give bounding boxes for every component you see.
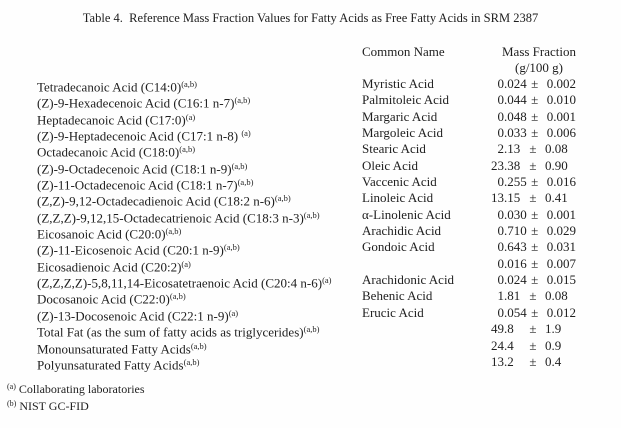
systematic-name-cell xyxy=(37,239,362,258)
table-title: Table 4. Reference Mass Fraction Values for Fatty Acids as Free Fatty Acids in SRM 2387 xyxy=(82,11,539,25)
table-row xyxy=(0,141,621,160)
value-integer-part: 0 xyxy=(497,76,504,91)
value-integer-part: 0 xyxy=(497,223,504,239)
value-fraction-part: .024 xyxy=(504,76,527,91)
systematic-name: Total Fat (as the sum of fatty acids as triglycerides) xyxy=(37,324,304,340)
value-fraction-part: .15 xyxy=(504,190,521,206)
uncertainty-value: 0.90 xyxy=(545,157,568,173)
common-name: Arachidic Acid xyxy=(362,223,442,239)
common-name: Linoleic Acid xyxy=(362,190,434,206)
footnote-text: Collaborating laboratories xyxy=(18,382,145,396)
plus-minus-sign: ± xyxy=(529,321,537,337)
value-fraction-part: .048 xyxy=(504,108,527,124)
value-integer-part: 0 xyxy=(497,108,504,124)
value-fraction-part: .044 xyxy=(504,92,527,108)
common-name: Gondoic Acid xyxy=(362,239,435,255)
systematic-name-cell xyxy=(37,305,362,324)
plus-minus-sign: ± xyxy=(529,157,537,173)
systematic-name: Eicosanoic Acid (C20:0) xyxy=(37,226,166,242)
uncertainty-value: 0.010 xyxy=(546,92,576,108)
mass-fraction-value xyxy=(483,190,525,206)
systematic-name: Eicosadienoic Acid (C20:2) xyxy=(37,259,182,275)
value-fraction-part: .033 xyxy=(504,125,527,141)
systematic-name: (Z)-13-Docosenoic Acid (C22:1 n-9) xyxy=(37,308,229,324)
common-name: α-Linolenic Acid xyxy=(362,206,451,222)
systematic-name-cell xyxy=(37,288,362,307)
table-row xyxy=(0,157,621,177)
plus-minus-sign: ± xyxy=(531,76,539,91)
systematic-name-cell xyxy=(37,354,362,373)
common-name: Erucic Acid xyxy=(362,304,424,320)
mass-fraction-value xyxy=(483,354,525,370)
common-name: Margaric Acid xyxy=(362,108,438,124)
common-name: Myristic Acid xyxy=(362,76,434,91)
value-integer-part: 0 xyxy=(497,206,504,222)
value-integer-part: 0 xyxy=(497,272,504,288)
value-integer-part: 49 xyxy=(491,321,504,337)
table-row xyxy=(0,353,621,373)
systematic-name: Octadecanoic Acid (C18:0) xyxy=(37,144,180,160)
plus-minus-sign: ± xyxy=(531,174,539,190)
value-integer-part: 24 xyxy=(491,337,504,353)
mass-fraction-value xyxy=(483,321,525,337)
footnote-marker-sup: (a) xyxy=(322,275,332,286)
table-rows xyxy=(0,76,621,373)
systematic-name: (Z,Z,Z,Z)-5,8,11,14-Eicosatetraenoic Acid (C20:4 n-6) xyxy=(37,275,323,291)
systematic-name: Tetradecanoic Acid (C14:0) xyxy=(37,79,182,95)
table-row xyxy=(0,255,621,275)
systematic-name: (Z,Z,Z)-9,12,15-Octadecatrienoic Acid (C18:3 n-3) xyxy=(37,210,304,226)
common-name: Stearic Acid xyxy=(362,141,426,157)
plus-minus-sign: ± xyxy=(531,223,539,239)
common-name: Arachidonic Acid xyxy=(362,272,455,288)
footnote-marker-sup: (a,b) xyxy=(183,356,200,367)
mass-fraction-value xyxy=(483,305,527,321)
common-name xyxy=(362,321,483,337)
mass-fraction-value xyxy=(483,92,527,108)
column-header-mass-fraction-group xyxy=(483,44,595,75)
footnote xyxy=(7,380,145,397)
value-integer-part: 0 xyxy=(497,174,504,190)
uncertainty-value: 1.9 xyxy=(545,321,562,337)
mass-fraction-value xyxy=(483,125,527,141)
uncertainty-value: 0.015 xyxy=(546,272,576,288)
footnote-marker: (a) xyxy=(7,382,16,391)
systematic-name-cell xyxy=(37,158,362,177)
mass-fraction-value xyxy=(483,223,527,239)
value-integer-part: 13 xyxy=(491,190,504,206)
footnote-marker-sup: (a,b) xyxy=(274,193,291,204)
table-row xyxy=(0,92,621,111)
value-integer-part: 23 xyxy=(491,157,504,173)
value-fraction-part: .81 xyxy=(504,288,521,304)
footnote-marker-sup: (a) xyxy=(228,307,239,318)
systematic-name-cell xyxy=(37,321,362,340)
value-integer-part: 0 xyxy=(497,255,504,271)
plus-minus-sign: ± xyxy=(529,288,537,304)
footnote-marker-sup: (a,b) xyxy=(179,144,196,155)
systematic-name-cell xyxy=(37,141,362,160)
systematic-name: (Z)-9-Octadecenoic Acid (C18:1 n-9) xyxy=(37,161,232,177)
footnote-marker-sup: (a,b) xyxy=(223,242,240,253)
systematic-name: Docosanoic Acid (C22:0) xyxy=(37,291,170,307)
plus-minus-sign: ± xyxy=(529,353,537,369)
footnote-marker-sup: (a,b) xyxy=(303,324,320,335)
footnote-marker-sup: (a,b) xyxy=(190,340,207,351)
systematic-name-cell xyxy=(37,272,362,291)
table-row xyxy=(0,272,621,291)
uncertainty-value: 0.9 xyxy=(545,337,562,353)
footnote-marker-sup: (a,b) xyxy=(237,177,254,188)
footnote-marker-sup: (a,b) xyxy=(303,209,320,220)
systematic-name: (Z)-11-Octadecenoic Acid (C18:1 n-7) xyxy=(37,177,238,193)
systematic-name-cell xyxy=(37,109,362,128)
uncertainty-value: 0.007 xyxy=(546,255,576,271)
mass-fraction-value xyxy=(483,174,527,190)
uncertainty-value: 0.001 xyxy=(546,108,576,124)
value-integer-part: 0 xyxy=(497,239,504,255)
footnote-marker-sup: (a) xyxy=(185,111,196,122)
systematic-name: Heptadecanoic Acid (C17:0) xyxy=(37,112,186,128)
footnote-text: NIST GC-FID xyxy=(19,398,89,413)
table-row xyxy=(0,239,621,258)
plus-minus-sign: ± xyxy=(531,125,539,141)
uncertainty-value: 0.031 xyxy=(546,239,576,255)
common-name: Margoleic Acid xyxy=(362,125,443,141)
mass-fraction-value xyxy=(483,109,527,125)
table-row xyxy=(0,338,621,354)
mass-fraction-value xyxy=(483,338,525,354)
footnote-marker-sup: (a,b) xyxy=(169,291,186,302)
uncertainty-value: 0.012 xyxy=(546,304,576,320)
footnote-marker-sup: (a) xyxy=(241,128,251,139)
footnote-marker-sup: (a,b) xyxy=(234,95,251,106)
table-row xyxy=(0,174,621,193)
value-fraction-part: .255 xyxy=(504,174,527,190)
plus-minus-sign: ± xyxy=(531,239,539,255)
common-name: Palmitoleic Acid xyxy=(362,92,450,108)
footnote-marker: (b) xyxy=(7,398,17,408)
mass-fraction-value xyxy=(483,256,527,272)
common-name: Oleic Acid xyxy=(362,157,418,173)
value-integer-part: 0 xyxy=(497,304,504,320)
plus-minus-sign: ± xyxy=(531,304,539,320)
common-name: Vaccenic Acid xyxy=(362,174,437,190)
uncertainty-value: 0.001 xyxy=(546,206,576,222)
value-integer-part: 1 xyxy=(497,288,504,304)
systematic-name-cell xyxy=(37,76,362,95)
systematic-name-cell xyxy=(37,190,362,209)
value-fraction-part: .710 xyxy=(504,223,527,239)
common-name xyxy=(362,338,483,354)
plus-minus-sign: ± xyxy=(531,255,539,271)
value-integer-part: 0 xyxy=(497,92,504,108)
uncertainty-value: 0.41 xyxy=(545,190,568,206)
column-header-common-name: Common Name xyxy=(362,44,445,59)
common-name xyxy=(362,354,483,370)
table-row xyxy=(0,321,621,340)
table-row xyxy=(0,108,621,128)
uncertainty-value: 0.006 xyxy=(546,125,576,141)
value-fraction-part: .38 xyxy=(504,157,521,173)
systematic-name-cell xyxy=(37,125,362,144)
plus-minus-sign: ± xyxy=(529,190,537,206)
column-header-mass-fraction: Mass Fraction xyxy=(501,44,577,59)
mass-fraction-value xyxy=(483,288,525,304)
value-fraction-part: .13 xyxy=(504,141,521,157)
systematic-name-cell xyxy=(37,256,362,275)
plus-minus-sign: ± xyxy=(531,206,539,222)
table-row xyxy=(0,76,621,95)
plus-minus-sign: ± xyxy=(531,108,539,124)
uncertainty-value: 0.002 xyxy=(546,76,576,91)
value-fraction-part: .016 xyxy=(504,255,527,271)
mass-fraction-value xyxy=(483,141,525,157)
mass-fraction-value xyxy=(483,207,527,223)
table-row xyxy=(0,288,621,307)
value-fraction-part: .8 xyxy=(504,321,514,337)
systematic-name: (Z)-11-Eicosenoic Acid (C20:1 n-9) xyxy=(37,242,224,258)
mass-fraction-value xyxy=(483,158,525,174)
uncertainty-value: 0.08 xyxy=(545,288,568,304)
common-name: Behenic Acid xyxy=(362,288,433,304)
value-fraction-part: .054 xyxy=(504,304,527,320)
systematic-name: (Z,Z)-9,12-Octadecadienoic Acid (C18:2 n-6) xyxy=(37,193,275,209)
uncertainty-value: 0.4 xyxy=(545,353,562,369)
systematic-name: Monounsaturated Fatty Acids xyxy=(37,341,191,356)
value-fraction-part: .030 xyxy=(504,206,527,222)
systematic-name-cell xyxy=(37,207,362,226)
footnote-marker-sup: (a,b) xyxy=(231,160,248,171)
uncertainty-value: 0.016 xyxy=(546,174,576,190)
mass-fraction-value xyxy=(483,76,527,92)
footnote-marker-sup: (a) xyxy=(181,258,191,269)
systematic-name-cell xyxy=(37,338,362,354)
value-fraction-part: .2 xyxy=(504,353,514,369)
value-integer-part: 13 xyxy=(491,353,504,369)
value-integer-part: 2 xyxy=(497,141,504,157)
systematic-name-cell xyxy=(37,223,362,242)
plus-minus-sign: ± xyxy=(529,141,537,157)
plus-minus-sign: ± xyxy=(529,337,537,353)
plus-minus-sign: ± xyxy=(531,92,539,108)
table-row xyxy=(0,304,621,324)
table-row xyxy=(0,190,621,209)
common-name xyxy=(362,256,483,272)
plus-minus-sign: ± xyxy=(531,272,539,288)
value-fraction-part: .4 xyxy=(504,337,514,353)
footnote-marker-sup: (a,b) xyxy=(165,226,182,237)
table-row xyxy=(0,223,621,242)
mass-fraction-value xyxy=(483,239,527,255)
value-fraction-part: .024 xyxy=(504,272,527,288)
footnote-marker-sup: (a,b) xyxy=(181,79,198,89)
column-header-mass-fraction-unit: (g/100 g) xyxy=(514,59,564,75)
systematic-name: Polyunsaturated Fatty Acids xyxy=(37,357,184,373)
table-row xyxy=(0,125,621,144)
mass-fraction-value xyxy=(483,272,527,288)
table-row xyxy=(0,206,621,226)
uncertainty-value: 0.029 xyxy=(546,223,576,239)
value-integer-part: 0 xyxy=(497,125,504,141)
systematic-name-cell xyxy=(37,92,362,111)
systematic-name: (Z)-9-Heptadecenoic Acid (C17:1 n-8) xyxy=(37,128,242,144)
footnote xyxy=(7,397,145,414)
systematic-name: (Z)-9-Hexadecenoic Acid (C16:1 n-7) xyxy=(37,95,235,111)
uncertainty-value: 0.08 xyxy=(545,141,568,157)
value-fraction-part: .643 xyxy=(504,239,527,255)
footnotes xyxy=(7,380,145,413)
systematic-name-cell xyxy=(37,174,362,193)
